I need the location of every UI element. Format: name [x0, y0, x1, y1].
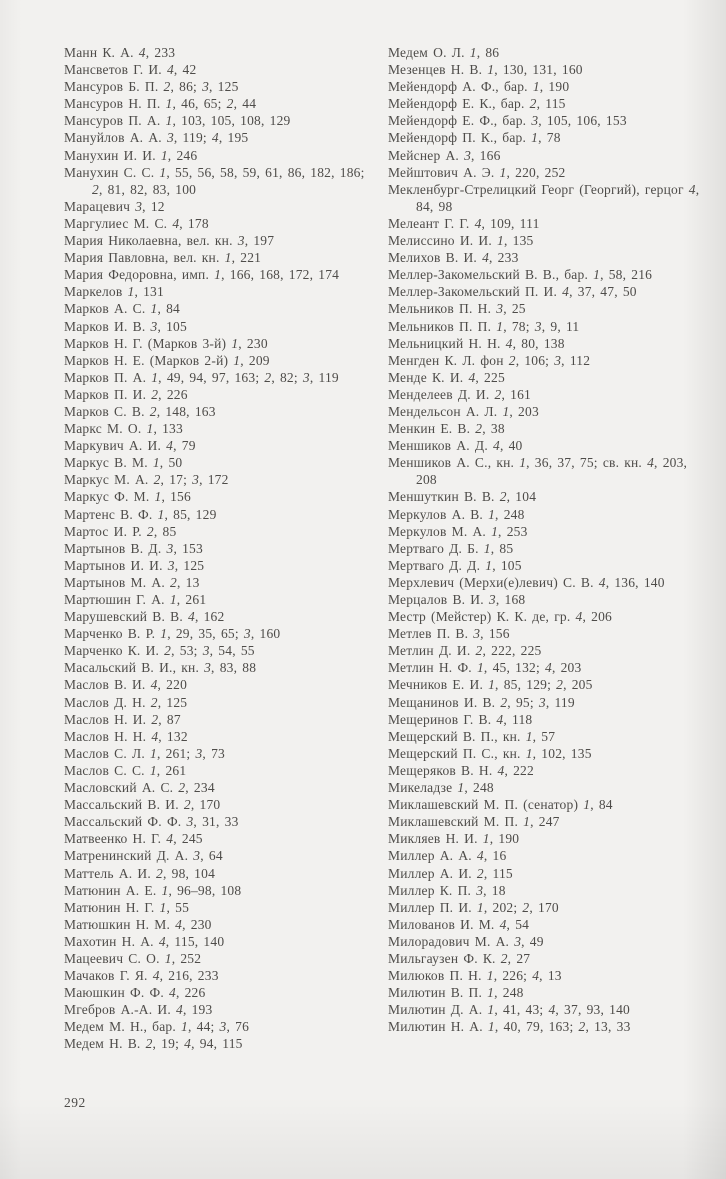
- index-entry: Маркелов 1, 131: [64, 284, 164, 300]
- index-entry: Мещанинов И. В. 2, 95; 3, 119: [388, 694, 575, 710]
- index-entry: Матренинский Д. А. 3, 64: [64, 848, 223, 864]
- index-entry: Милютин Н. А. 1, 40, 79, 163; 2, 13, 33: [388, 1019, 631, 1035]
- index-entry: Мацеевич С. О. 1, 252: [64, 950, 202, 966]
- index-entry: Мейендорф А. Ф., бар. 1, 190: [388, 79, 570, 95]
- index-entry: Мейснер А. 3, 166: [388, 147, 501, 163]
- index-entry: Марков А. С. 1, 84: [64, 301, 180, 317]
- index-column-left: [64, 44, 374, 1053]
- index-entry: Миклашевский М. П. (сенатор) 1, 84: [388, 797, 613, 813]
- index-entry: Маслов Н. Н. 4, 132: [64, 728, 188, 744]
- index-entry: Меншиков А. Д. 4, 40: [388, 438, 523, 454]
- index-entry: Меншиков А. С., кн. 1, 36, 37, 75; св. кн. 4, 203, 208: [388, 455, 688, 488]
- index-entry: Марченко К. И. 2, 53; 3, 54, 55: [64, 643, 255, 659]
- index-entry: Мерхлевич (Мерхи(е)левич) С. В. 4, 136, 140: [388, 574, 665, 590]
- index-entry: Матюшкин Н. М. 4, 230: [64, 916, 212, 932]
- index-entry: Мартос И. Р. 2, 85: [64, 523, 177, 539]
- index-entry: Махотин Н. А. 4, 115, 140: [64, 933, 225, 949]
- index-entry: Мейштович А. Э. 1, 220, 252: [388, 164, 566, 180]
- index-entry: Масловский А. С. 2, 234: [64, 780, 215, 796]
- index-entry: Милютин В. П. 1, 248: [388, 985, 524, 1001]
- index-entry: Милованов И. М. 4, 54: [388, 916, 530, 932]
- index-entry: Медем Н. В. 2, 19; 4, 94, 115: [64, 1036, 243, 1052]
- index-entry: Маслов Н. И. 2, 87: [64, 711, 181, 727]
- index-entry: Метлин Д. И. 2, 222, 225: [388, 643, 542, 659]
- index-entry: Медем М. Н., бар. 1, 44; 3, 76: [64, 1019, 250, 1035]
- index-entry: Мейендорф Е. Ф., бар. 3, 105, 106, 153: [388, 113, 627, 129]
- index-entry: Марков И. В. 3, 105: [64, 318, 187, 334]
- index-entry: Маргулиес М. С. 4, 178: [64, 215, 209, 231]
- index-entry: Мелиссино И. И. 1, 135: [388, 233, 534, 249]
- index-entry: Менде К. И. 4, 225: [388, 369, 505, 385]
- index-entry: Микеладзе 1, 248: [388, 780, 494, 796]
- index-entry: Мельников П. П. 1, 78; 3, 9, 11: [388, 318, 580, 334]
- index-entry: Мещерский П. С., кн. 1, 102, 135: [388, 745, 592, 761]
- index-entry: Мансуров П. А. 1, 103, 105, 108, 129: [64, 113, 291, 129]
- page-number: 292: [64, 1095, 86, 1110]
- index-entry: Мендельсон А. Л. 1, 203: [388, 403, 539, 419]
- index-entry: Миллер К. П. 3, 18: [388, 882, 506, 898]
- index-entry: Миллер А. И. 2, 115: [388, 865, 513, 881]
- index-entry: Миллер П. И. 1, 202; 2, 170: [388, 899, 559, 915]
- index-entry: Мещерский В. П., кн. 1, 57: [388, 728, 556, 744]
- index-entry: Мейендорф П. К., бар. 1, 78: [388, 130, 561, 146]
- index-entry: Манухин С. С. 1, 55, 56, 58, 59, 61, 86, 182, 186; 2, 81, 82, 83, 100: [64, 164, 365, 197]
- index-entry: Мартынов М. А. 2, 13: [64, 574, 200, 590]
- index-entry: Мерцалов В. И. 3, 168: [388, 592, 526, 607]
- index-entry: Мартынов И. И. 3, 125: [64, 557, 205, 573]
- index-entry: Мансуров Н. П. 1, 46, 65; 2, 44: [64, 96, 257, 112]
- index-entry: Мейендорф Е. К., бар. 2, 115: [388, 96, 566, 112]
- index-entry: Милорадович М. А. 3, 49: [388, 933, 544, 949]
- index-entry: Мануйлов А. А. 3, 119; 4, 195: [64, 130, 249, 146]
- index-entry: Медем О. Л. 1, 86: [388, 45, 500, 60]
- index-entry: Мертваго Д. Д. 1, 105: [388, 557, 522, 573]
- index-entry: Марченко В. Р. 1, 29, 35, 65; 3, 160: [64, 626, 281, 642]
- index-entry: Матюнин А. Е. 1, 96–98, 108: [64, 882, 242, 898]
- index-entry: Маркус Ф. М. 1, 156: [64, 489, 191, 505]
- index-entry: Микляев Н. И. 1, 190: [388, 831, 520, 847]
- index-entry: Менгден К. Л. фон 2, 106; 3, 112: [388, 352, 591, 368]
- index-entry: Манн К. А. 4, 233: [64, 45, 176, 60]
- index-entry: Манухин И. И. 1, 246: [64, 147, 198, 163]
- index-entry: Мартенс В. Ф. 1, 85, 129: [64, 506, 217, 522]
- index-entry: Маслов В. И. 4, 220: [64, 677, 188, 693]
- index-entry: Мельницкий Н. Н. 4, 80, 138: [388, 335, 565, 351]
- index-entry: Мария Павловна, вел. кн. 1, 221: [64, 250, 262, 266]
- index-entry: Менделеев Д. И. 2, 161: [388, 386, 531, 402]
- index-entry: Меншуткин В. В. 2, 104: [388, 489, 537, 505]
- index-entry: Маслов Д. Н. 2, 125: [64, 694, 188, 710]
- index-entry: Меркулов А. В. 1, 248: [388, 506, 525, 522]
- index-entry: Миллер А. А. 4, 16: [388, 848, 507, 864]
- index-entry: Массальский В. И. 2, 170: [64, 797, 221, 813]
- index-entry: Меллер-Закомельский П. И. 4, 37, 47, 50: [388, 284, 637, 300]
- index-entry: Маслов С. С. 1, 261: [64, 762, 187, 778]
- index-entry: Мгебров А.-А. И. 4, 193: [64, 1002, 213, 1018]
- index-entry: Марков П. И. 2, 226: [64, 386, 188, 402]
- index-entry: Маркс М. О. 1, 133: [64, 421, 183, 437]
- index-entry: Марков Н. Г. (Марков 3-й) 1, 230: [64, 335, 268, 351]
- index-entry: Маюшкин Ф. Ф. 4, 226: [64, 985, 206, 1001]
- index-entry: Масальский В. И., кн. 3, 83, 88: [64, 660, 257, 676]
- index-entry: Марацевич 3, 12: [64, 198, 165, 214]
- index-entry: Марушевский В. В. 4, 162: [64, 609, 225, 625]
- index-entry: Мартюшин Г. А. 1, 261: [64, 592, 207, 607]
- index-entry: Матюнин Н. Г. 1, 55: [64, 899, 190, 915]
- index-entry: Мария Николаевна, вел. кн. 3, 197: [64, 233, 275, 249]
- index-entry: Мелихов В. И. 4, 233: [388, 250, 519, 266]
- index-entry: Метлин Н. Ф. 1, 45, 132; 4, 203: [388, 660, 582, 676]
- index-entry: Мелеант Г. Г. 4, 109, 111: [388, 215, 540, 231]
- index-entry: Марков С. В. 2, 148, 163: [64, 403, 216, 419]
- index-entry: Матвеенко Н. Г. 4, 245: [64, 831, 203, 847]
- index-entry: Мещеринов Г. В. 4, 118: [388, 711, 533, 727]
- index-entry: Маттель А. И. 2, 98, 104: [64, 865, 216, 881]
- index-entry: Мечников Е. И. 1, 85, 129; 2, 205: [388, 677, 593, 693]
- index-entry: Менкин Е. В. 2, 38: [388, 421, 505, 437]
- index-entry: Мельников П. Н. 3, 25: [388, 301, 526, 317]
- index-entry: Мачаков Г. Я. 4, 216, 233: [64, 968, 219, 984]
- index-entry: Маслов С. Л. 1, 261; 3, 73: [64, 745, 225, 761]
- index-entry: Меллер-Закомельский В. В., бар. 1, 58, 216: [388, 267, 653, 283]
- index-entry: Мария Федоровна, имп. 1, 166, 168, 172, 174: [64, 267, 340, 283]
- index-entry: Миклашевский М. П. 1, 247: [388, 814, 560, 830]
- index-entry: Мансуров Б. П. 2, 86; 3, 125: [64, 79, 239, 95]
- index-entry: Меркулов М. А. 1, 253: [388, 523, 528, 539]
- index-entry: Маркус В. М. 1, 50: [64, 455, 183, 471]
- index-entry: Мансветов Г. И. 4, 42: [64, 62, 197, 78]
- index-entry: Мартынов В. Д. 3, 153: [64, 540, 203, 556]
- index-entry: Марков Н. Е. (Марков 2-й) 1, 209: [64, 352, 270, 368]
- index-entry: Милюков П. Н. 1, 226; 4, 13: [388, 968, 562, 984]
- index-entry: Мильгаузен Ф. К. 2, 27: [388, 950, 531, 966]
- index-entry: Метлев П. В. 3, 156: [388, 626, 510, 642]
- index-entry: Местр (Мейстер) К. К. де, гр. 4, 206: [388, 609, 612, 625]
- index-column-right: [388, 44, 702, 1035]
- index-entry: Милютин Д. А. 1, 41, 43; 4, 37, 93, 140: [388, 1002, 631, 1018]
- index-entry: Мекленбург-Стрелицкий Георг (Георгий), герцог 4, 84, 98: [388, 181, 700, 214]
- index-entry: Мертваго Д. Б. 1, 85: [388, 540, 514, 556]
- index-entry: Маркус М. А. 2, 17; 3, 172: [64, 472, 229, 488]
- index-entry: Марков П. А. 1, 49, 94, 97, 163; 2, 82; 3, 119: [64, 369, 339, 385]
- index-entry: Мезенцев Н. В. 1, 130, 131, 160: [388, 62, 583, 78]
- index-entry: Массальский Ф. Ф. 3, 31, 33: [64, 814, 239, 830]
- index-entry: Мещеряков В. Н. 4, 222: [388, 762, 534, 778]
- index-entry: Маркувич А. И. 4, 79: [64, 438, 196, 454]
